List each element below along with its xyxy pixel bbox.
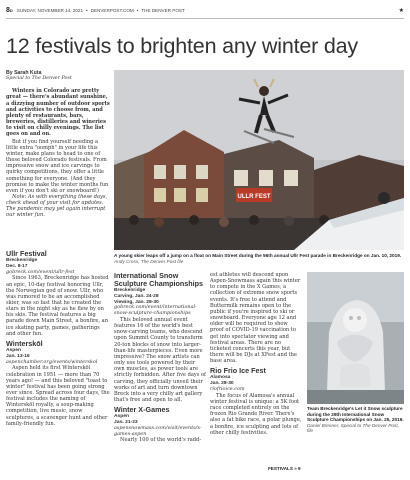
event-dates: Dec. 8-17 — [6, 263, 28, 269]
event-town: Aspen — [6, 347, 21, 353]
event-url: aspenchamber.org/events/winterskol — [6, 358, 98, 365]
ullr-sign: ULLR FEST — [237, 194, 271, 200]
page-number: 8D — [6, 7, 13, 14]
main-photo — [114, 70, 404, 250]
headline: 12 festivals to brighten any winter day — [6, 34, 358, 58]
byline-role: Special to The Denver Post — [6, 76, 72, 82]
event-body: This beloved annual event features 16 of the world's best snow-carving teams, who descend upon Summit County to transform 20-ton blocks of snow into larger-than-life masterpieces. Even more impressive? The snow artists can only use tools powered by their own muscles, as power tools are strictly forbidden. After five days of carving, they officially unveil their works of art and turn downtown Breck into a very chilly art gallery that's free and open to all. — [114, 316, 206, 404]
section-title: Winterskōl — [6, 338, 43, 348]
xgames-continued: est athletes will descend upon Aspen-Snowmass again this winter to compete in the X Games, a collection of extreme snow sports events. It's free to attend and Buttermilk remains open to the public if you're inspired to ski or snowboard. Everyone age 12 and older will be required to show proof of COVID-19 vaccination to get into spectator viewing and festival areas. There are no ticketed concerts this year, but there will be DJs at XFest and the base area. — [210, 272, 301, 365]
event-url: gobreck.com/event/international-snow-sculpture-championships — [114, 304, 197, 317]
event-viewing: Viewing, Jan. 28-30 — [114, 299, 159, 305]
header-paper: THE DENVER POST — [141, 8, 185, 13]
section-title: Rio Frio Ice Fest — [210, 366, 266, 376]
section-title: Winter X-Games — [114, 405, 170, 415]
event-carving: Carving, Jan. 24-28 — [114, 293, 159, 299]
event-dates: Jan. 13-16 — [6, 353, 30, 359]
byline: By Sarah Kuta — [6, 70, 42, 76]
snow-sculpture-image — [307, 272, 404, 404]
event-body: Since 1963, Breckenridge has hosted an epic, 10-day festival honoring Ullr, the Norwegian god of snow. Ullr, who was rumored to be an accomplished skier, was so fast that he created the stars in the night sky as he flew by on his skis. The festival features a big parade down Main Street, a bonfire, an ice skating party, games, gatherings and other fun. — [6, 275, 109, 337]
event-dates: Jan. 21-23 — [114, 419, 138, 425]
event-body: Aspen held its first Winterskōl celebration in 1951 — more than 70 years ago! — and this beloved "toast to winter" festival has been going strong ever since. Spread across four days, the festival includes the naming of Winterskōl royalty, a soup-making competition, live music, snow sculptures, a scavenger hunt and other family-friendly fun. — [6, 365, 110, 427]
photo-credit: Andy Cross, The Denver Post file — [114, 258, 184, 264]
editor-note: Note: As with everything these days, check ahead of your visit for updates. The pandemic may yet again interrupt our winter fun. — [6, 193, 108, 219]
main-photo-caption: A young skier leaps off a jump on a float on Main Street during the 56th annual Ullr Fest parade in Breckenridge on Jan. 10, 2019. Andy Cross, The Denver Post file — [114, 253, 402, 264]
section-title: International Snow Sculpture Championships — [114, 271, 204, 288]
event-body: The focus of Alamosa's annual winter festival is unique: a 5K foot race completed entirely on the frozen Rio Grande River. There's also a fat bike race, a polar plunge, a bonfire, ice sculpting and lots of other chilly festivities. — [210, 392, 302, 436]
intro-column — [6, 70, 110, 225]
star-icon: ★ — [398, 8, 404, 14]
event-url: aspensnowmass.com/visit/events/x-games-aspen — [114, 424, 202, 437]
continued-label: FESTIVALS » 9 — [268, 466, 301, 471]
section-title: Ullr Festival — [6, 249, 47, 258]
header-site: DENVERPOST.COM — [90, 8, 134, 13]
event-town: Alamosa — [210, 375, 231, 381]
event-town: Breckenridge — [114, 288, 146, 293]
ullr-section — [6, 247, 110, 427]
rio-frio-section — [210, 272, 302, 436]
event-url: gobreck.com/event/ullr-fest — [6, 268, 75, 275]
sculpture-photo — [307, 272, 404, 404]
page-header: 8D SUNDAY, NOVEMBER 14, 2021 • DENVERPOST.COM • THE DENVER POST ★ — [6, 3, 404, 19]
sculpture-photo-caption: Team Breckenridge's Let it Snow sculpture during the 29th International Snow Sculpture Championships on Jan. 25, 2019. Daniel Brenner, Special to The Denver Post, file — [307, 406, 404, 434]
event-url: riofrioice.com — [210, 385, 245, 392]
ullr-parade-image — [114, 70, 404, 250]
snow-sculpture-section — [114, 272, 206, 444]
event-town: Breckenridge — [6, 258, 38, 263]
intro-paragraph: Winters in Colorado are pretty great — there's abundant sunshine, a dizzying number of outdoor sports and activities to choose from, and plenty of restaurants, bars, breweries, distilleries and wineries to visit on chilly evenings. The list goes on and on. — [6, 88, 110, 138]
event-dates: Jan. 28-30 — [210, 381, 234, 387]
body-paragraph: But if you find yourself needing a little extra "oomph" in your life this winter, make plans to head to one of these beloved Colorado festivals. From impressive snow and ice carvings to quirky competitions, they offer a little something for everyone. (And they promise to make the winter months fun even if you don't ski or snowboard!) — [6, 138, 109, 194]
header-date: SUNDAY, NOVEMBER 14, 2021 — [16, 8, 84, 13]
event-town: Aspen — [114, 414, 129, 420]
photo-credit: Daniel Brenner, Special to The Denver Post, file — [307, 422, 399, 434]
event-body: Nearly 100 of the world's radd- — [120, 437, 202, 444]
